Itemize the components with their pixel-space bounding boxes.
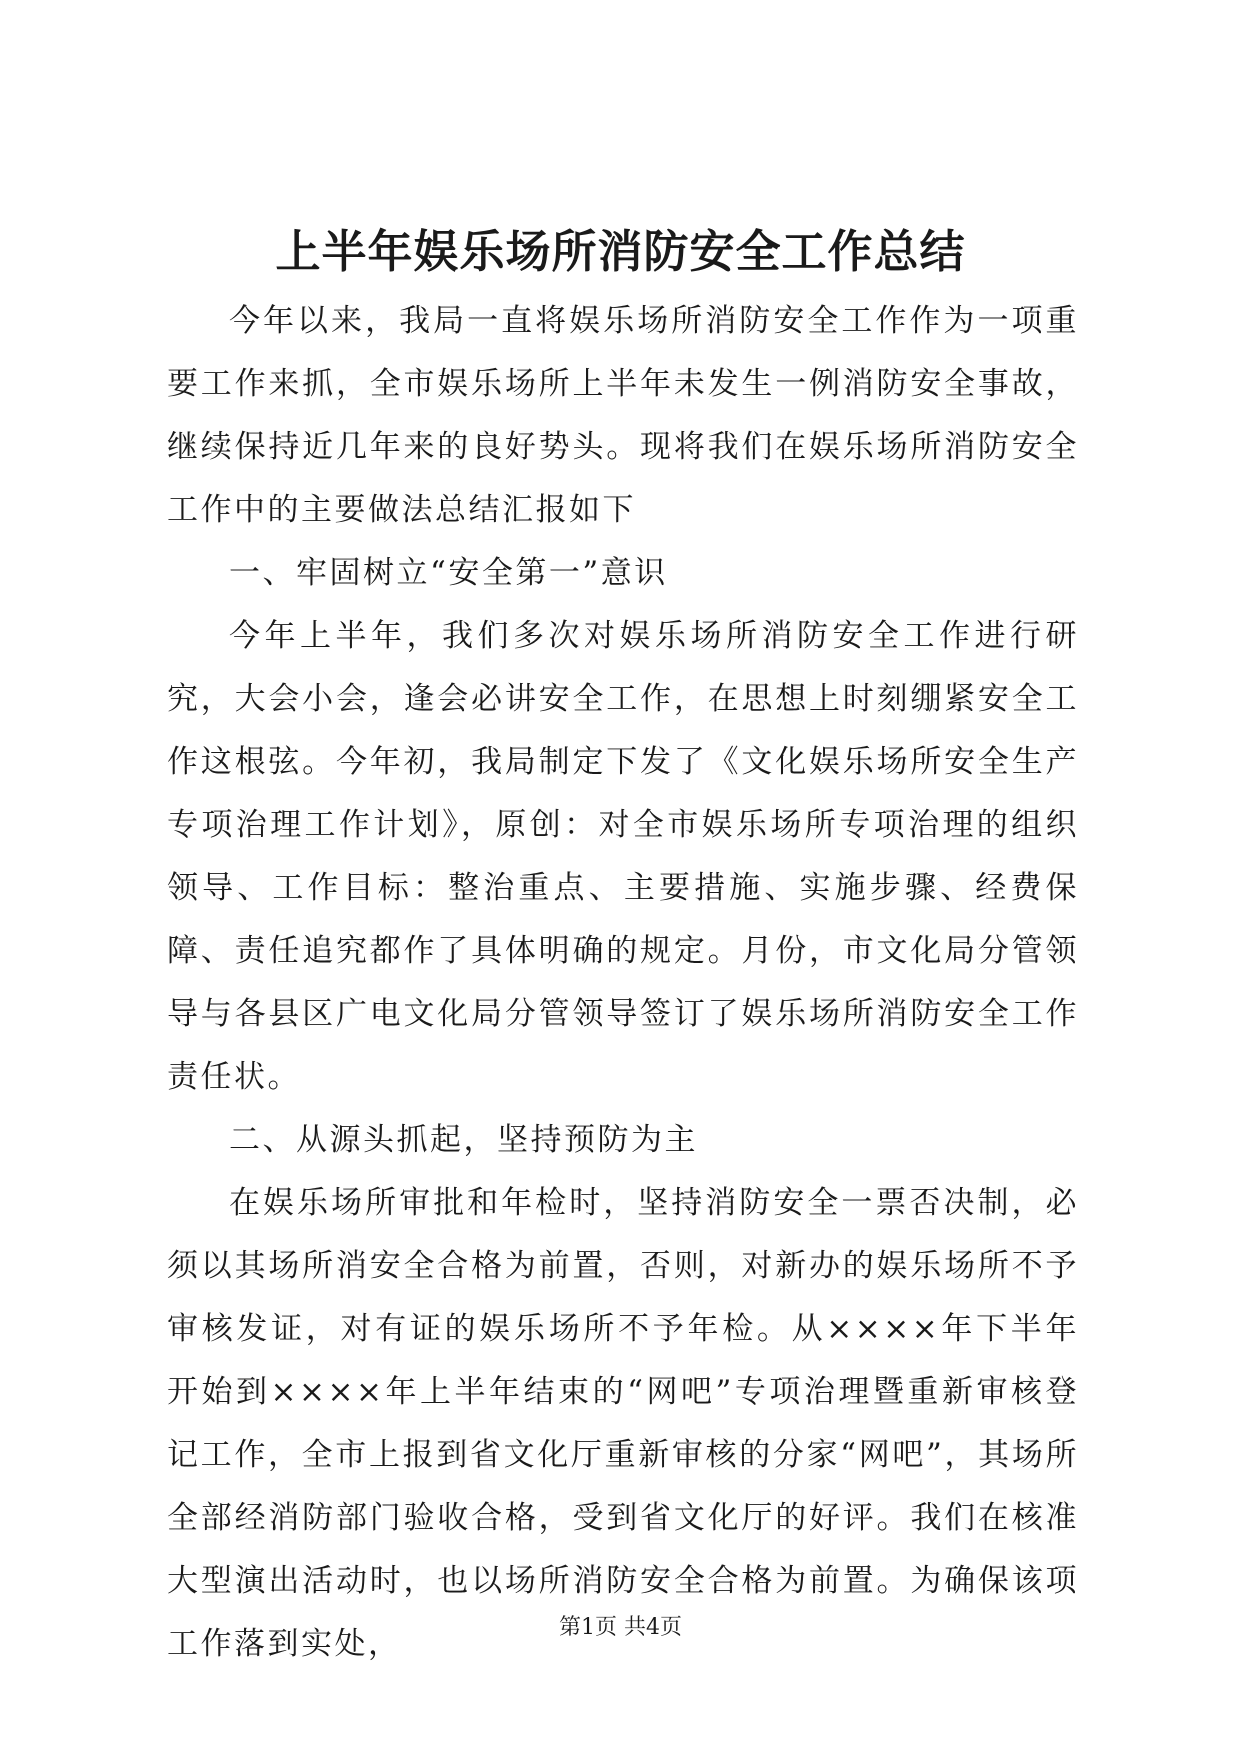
section-heading-2: 二、从源头抓起，坚持预防为主 — [229, 1122, 698, 1158]
document-body — [167, 290, 1079, 1676]
paragraph-section-2: 在娱乐场所审批和年检时，坚持消防安全一票否决制，必须以其场所消安全合格为前置，否则，对新办的娱乐场所不予审核发证，对有证的娱乐场所不予年检。从××××年下半年开始到××××年上半年结束的“网吧”专项治理暨重新审核登记工作，全市上报到省文化厅重新审核的分家“网吧”，其场所全部经消防部门验收合格，受到省文化厅的好评。我们在核准大型演出活动时，也以场所消防安全合格为前置。为确保该项工作落到实处， — [167, 1185, 1079, 1662]
page-footer — [0, 1613, 1241, 1643]
paragraph-section-1: 今年上半年，我们多次对娱乐场所消防安全工作进行研究，大会小会，逢会必讲安全工作，在思想上时刻绷紧安全工作这根弦。今年初，我局制定下发了《文化娱乐场所安全生产专项治理工作计划》，原创：对全市娱乐场所专项治理的组织领导、工作目标：整治重点、主要措施、实施步骤、经费保障、责任追究都作了具体明确的规定。月份，市文化局分管领导与各县区广电文化局分管领导签订了娱乐场所消防安全工作责任状。 — [167, 618, 1079, 1095]
document-title: 上半年娱乐场所消防安全工作总结 — [275, 225, 966, 278]
section-heading-1: 一、牢固树立“安全第一”意识 — [229, 555, 668, 591]
page-number-label: 第1页 共4页 — [559, 1615, 682, 1640]
paragraph-intro: 今年以来，我局一直将娱乐场所消防安全工作作为一项重要工作来抓，全市娱乐场所上半年未发生一例消防安全事故，继续保持近几年来的良好势头。现将我们在娱乐场所消防安全工作中的主要做法总结汇报如下 — [167, 303, 1079, 528]
